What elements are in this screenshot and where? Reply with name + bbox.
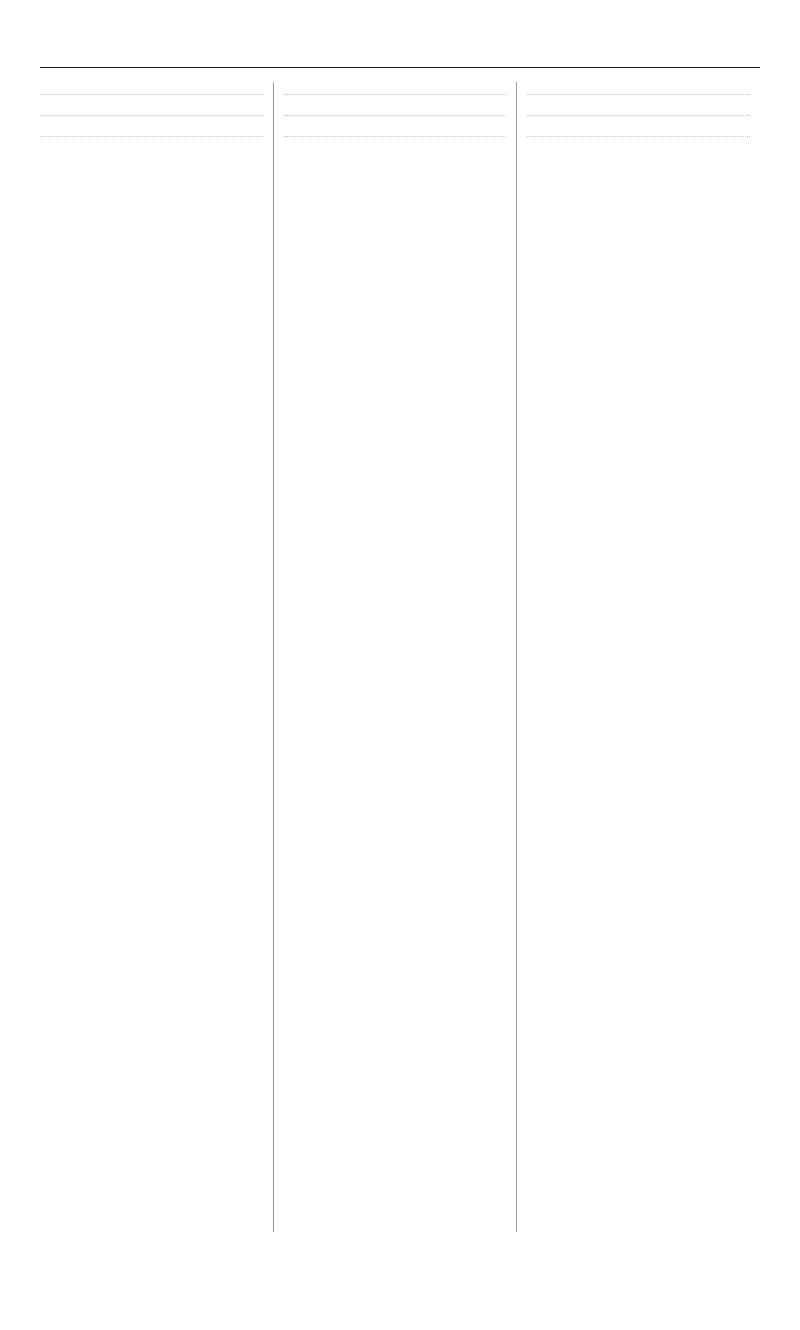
page-number	[730, 40, 760, 58]
index-column-2	[274, 82, 518, 1232]
index-entry-placeholder	[527, 82, 750, 95]
page-footer	[40, 1260, 760, 1290]
index-entry-placeholder	[284, 82, 507, 95]
index-entry-placeholder	[284, 124, 507, 137]
page-header	[40, 40, 760, 68]
index-entry-placeholder	[40, 103, 263, 116]
index-entry-placeholder	[527, 103, 750, 116]
index-column-1	[40, 82, 274, 1232]
index-entry-placeholder	[527, 124, 750, 137]
index-entry-placeholder	[40, 82, 263, 95]
index-column-3	[517, 82, 760, 1232]
signature-mark	[720, 1260, 760, 1276]
running-head	[40, 40, 80, 58]
index-entry-placeholder	[284, 103, 507, 116]
index-columns	[40, 82, 760, 1232]
index-entry-placeholder	[40, 124, 263, 137]
index-page	[40, 40, 760, 1290]
footer-note	[40, 1260, 80, 1276]
